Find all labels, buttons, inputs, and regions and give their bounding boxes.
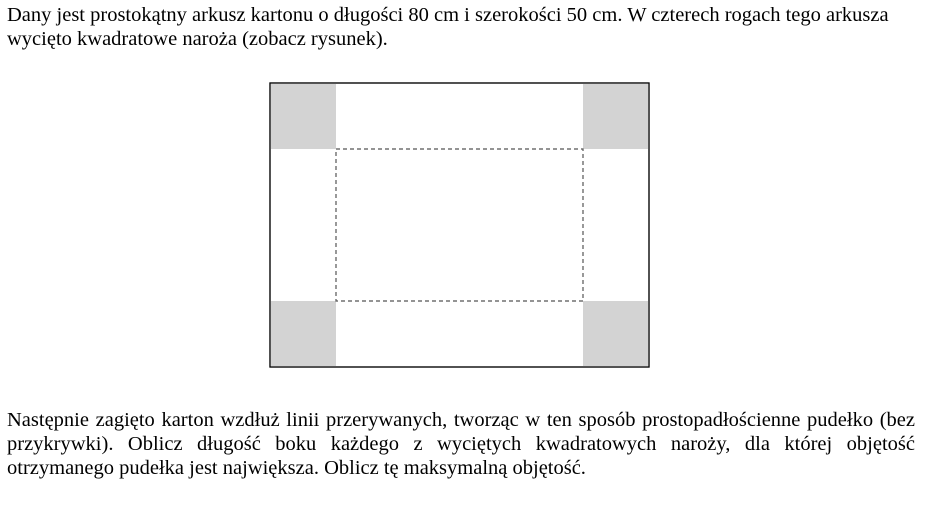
- cut-corner-bottom-right: [583, 301, 649, 367]
- problem-intro-text: Dany jest prostokątny arkusz kartonu o długości 80 cm i szerokości 50 cm. W czterech rogach tego arkusza wycięto kwadratowe naroża (zobacz rysunek).: [7, 4, 889, 50]
- problem-task-text: Następnie zagięto karton wzdłuż linii przerywanych, tworząc w ten sposób prostopadłościenne pudełko (bez przykrywki). Oblicz długość boku każdego z wyciętych kwadratowych naroży, dla której objętość otrzymanego pudełka jest największa. Oblicz tę maksymalną objętość.: [7, 409, 915, 479]
- cut-corner-top-right: [583, 84, 649, 150]
- cardboard-sheet-figure: [269, 82, 651, 369]
- cut-corner-bottom-left: [271, 301, 337, 367]
- cut-corner-top-left: [271, 84, 337, 150]
